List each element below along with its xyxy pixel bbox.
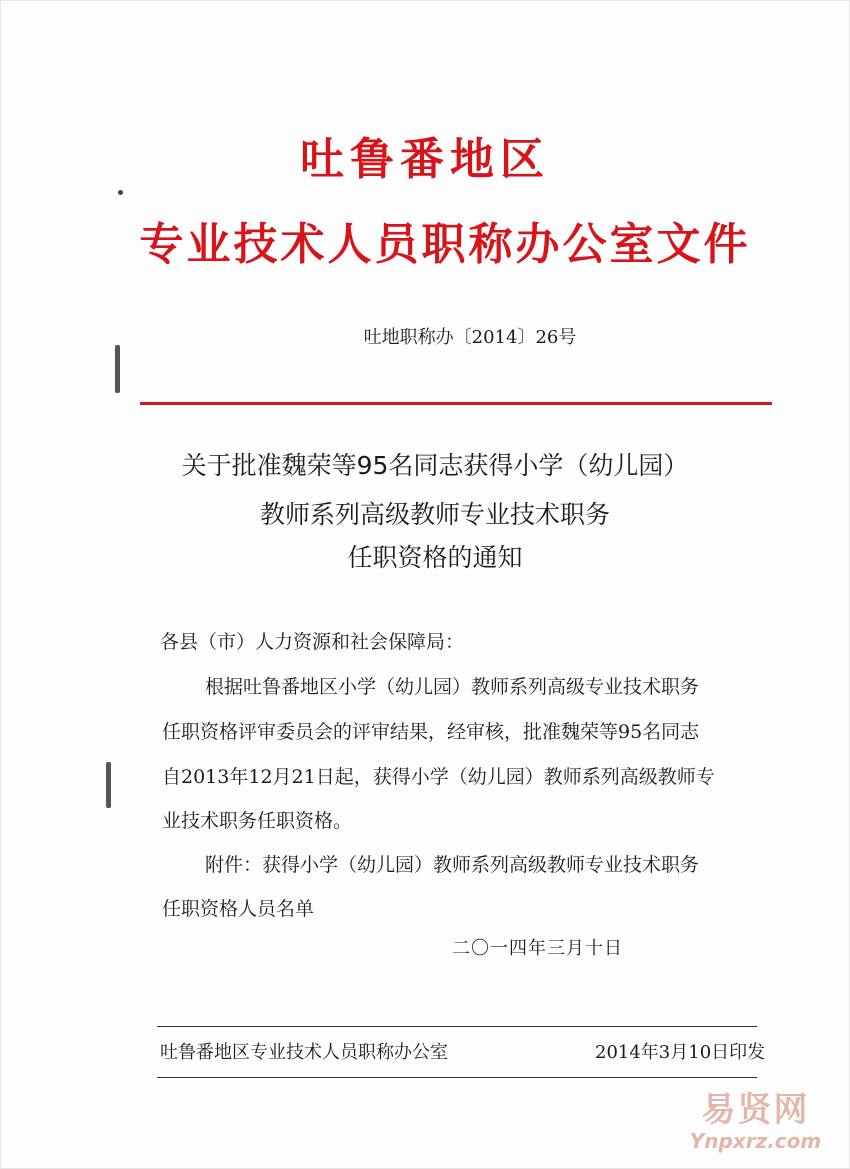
attachment-line: 任职资格人员名单	[162, 898, 315, 920]
body-line: 业技术职务任职资格。	[162, 810, 353, 832]
watermark-cn: 易贤网	[701, 1090, 810, 1130]
notice-title-line: 教师系列高级教师专业技术职务	[259, 500, 610, 529]
notice-title-line: 关于批准魏荣等95名同志获得小学（幼儿园）	[181, 451, 689, 480]
footer-rule-bottom	[157, 1077, 757, 1078]
watermark-en: Ynpxrz.com	[689, 1129, 822, 1153]
body-line: 任职资格评审委员会的评审结果，经审核，批准魏荣等95名同志	[162, 721, 700, 743]
staple-mark	[106, 762, 111, 808]
red-divider	[140, 402, 772, 405]
notice-title-line: 任职资格的通知	[347, 543, 523, 572]
document-number: 吐地职称办〔2014〕26号	[363, 327, 577, 348]
footer-rule-top	[157, 1026, 757, 1027]
scan-speck	[118, 190, 123, 195]
body-line: 根据吐鲁番地区小学（幼儿园）教师系列高级专业技术职务	[205, 676, 700, 698]
issuer-document-type: 专业技术人员职称办公室文件	[139, 219, 751, 270]
salutation: 各县（市）人力资源和社会保障局：	[160, 631, 465, 653]
issuer-name: 吐鲁番地区	[300, 134, 550, 185]
footer-print-date: 2014年3月10日印发	[595, 1042, 766, 1063]
attachment-line: 附件：获得小学（幼儿园）教师系列高级教师专业技术职务	[205, 854, 700, 876]
watermark-logo	[668, 1090, 843, 1152]
staple-mark	[115, 345, 120, 393]
body-line: 自2013年12月21日起，获得小学（幼儿园）教师系列高级教师专	[162, 766, 715, 788]
footer-office: 吐鲁番地区专业技术人员职称办公室	[160, 1042, 448, 1063]
issue-date: 二〇一四年三月十日	[452, 938, 623, 959]
